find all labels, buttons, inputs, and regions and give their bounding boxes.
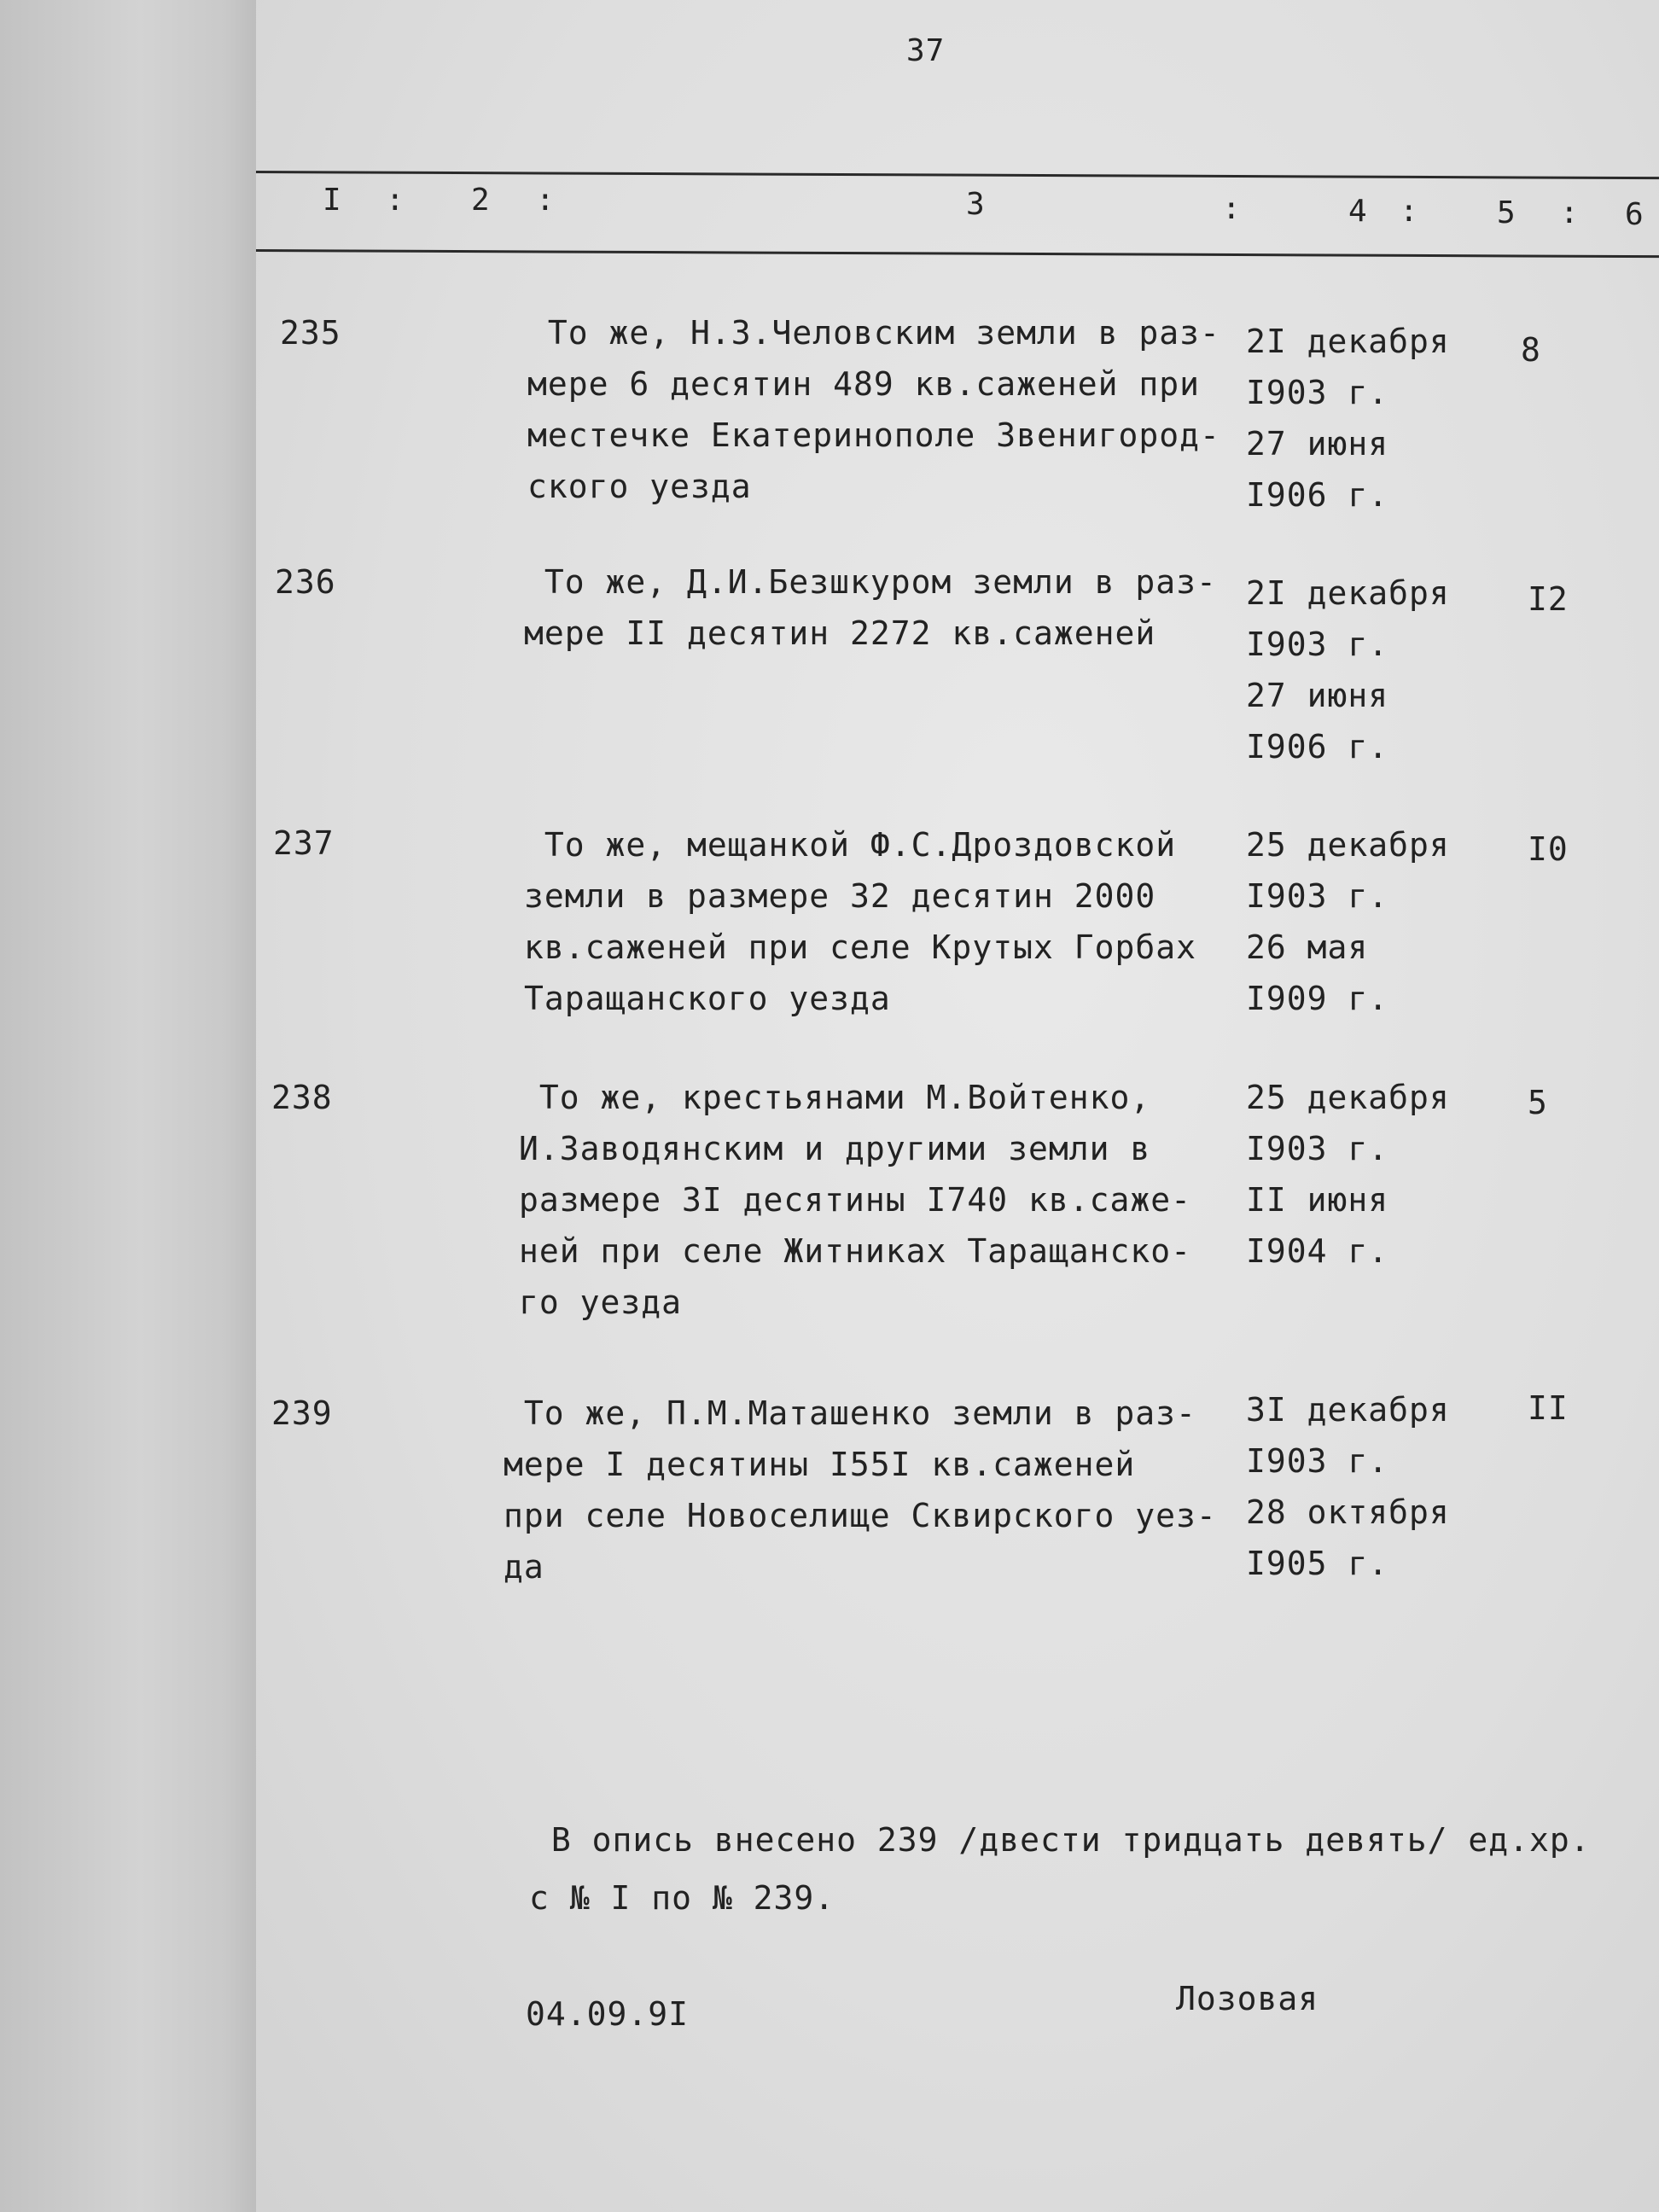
header-col-3: 3 [966, 187, 986, 222]
header-col-1: I [323, 183, 342, 218]
header-col-6: 6 [1625, 197, 1644, 232]
row-number: 237 [273, 824, 335, 862]
row-sheets: I0 [1528, 830, 1569, 868]
signature-name: Лозовая [1176, 1980, 1319, 2017]
row-description: го уезда [519, 1284, 683, 1321]
closing-statement: В опись внесено 239 /двести тридцать девять/ ед.хр. [531, 1821, 1591, 1859]
row-date: 26 мая [1246, 928, 1369, 966]
row-date: I903 г. [1246, 1442, 1389, 1480]
row-description: И.Заводянским и другими земли в [519, 1130, 1151, 1167]
row-date: I906 г. [1246, 728, 1389, 765]
row-description: при селе Новоселище Сквирского уез- [504, 1497, 1217, 1534]
row-description: да [504, 1548, 544, 1586]
header-sep: : [1400, 194, 1419, 229]
row-description: мере I десятины I55I кв.саженей [504, 1446, 1136, 1483]
row-description: То же, Д.И.Безшкуром земли в раз- [524, 563, 1217, 601]
row-date: 27 июня [1246, 425, 1389, 463]
row-date: 28 октября [1246, 1493, 1450, 1531]
header-sep: : [536, 183, 556, 218]
row-description: кв.саженей при селе Крутых Горбах [524, 928, 1196, 966]
row-date: I903 г. [1246, 626, 1389, 663]
row-date: 25 декабря [1246, 1079, 1450, 1116]
row-sheets: 5 [1528, 1084, 1548, 1121]
row-date: 2I декабря [1246, 323, 1450, 360]
row-description: ней при селе Житниках Таращанско- [519, 1232, 1191, 1270]
row-number: 238 [271, 1079, 333, 1116]
row-description: земли в размере 32 десятин 2000 [524, 877, 1156, 915]
row-description: Таращанского уезда [524, 980, 891, 1017]
row-number: 236 [275, 563, 336, 601]
row-date: I905 г. [1246, 1545, 1389, 1582]
row-number: 239 [271, 1394, 333, 1432]
row-date: 3I декабря [1246, 1391, 1450, 1429]
row-description: местечке Екатеринополе Звенигород- [527, 416, 1220, 454]
row-sheets: 8 [1521, 331, 1541, 369]
row-description: То же, Н.З.Человским земли в раз- [527, 314, 1220, 352]
header-col-4: 4 [1348, 194, 1368, 229]
row-sheets: I2 [1528, 580, 1569, 618]
row-description: мере II десятин 2272 кв.саженей [524, 614, 1156, 652]
header-sep: : [1222, 191, 1242, 226]
closing-statement-range: с № I по № 239. [529, 1879, 835, 1917]
row-sheets: II [1528, 1389, 1569, 1427]
row-description: То же, крестьянами М.Войтенко, [519, 1079, 1151, 1116]
row-description: То же, П.М.Маташенко земли в раз- [504, 1394, 1196, 1432]
row-description: То же, мещанкой Ф.С.Дроздовской [524, 826, 1177, 864]
header-sep: : [1560, 195, 1580, 230]
header-col-2: 2 [471, 183, 491, 218]
row-number: 235 [280, 314, 341, 352]
row-date: I903 г. [1246, 374, 1389, 411]
row-date: I903 г. [1246, 877, 1389, 915]
binding-shadow [0, 0, 256, 2212]
row-date: II июня [1246, 1181, 1389, 1219]
header-col-5: 5 [1497, 195, 1516, 230]
document-date: 04.09.9I [526, 1995, 690, 2033]
header-sep: : [386, 183, 405, 218]
row-date: I904 г. [1246, 1232, 1389, 1270]
row-description: размере 3I десятины I740 кв.саже- [519, 1181, 1191, 1219]
row-description: мере 6 десятин 489 кв.саженей при [527, 365, 1200, 403]
row-date: 27 июня [1246, 677, 1389, 714]
row-date: I903 г. [1246, 1130, 1389, 1167]
page-number: 37 [906, 33, 946, 68]
row-date: I909 г. [1246, 980, 1389, 1017]
row-date: 2I декабря [1246, 574, 1450, 612]
row-description: ского уезда [527, 468, 752, 505]
row-date: I906 г. [1246, 476, 1389, 514]
row-date: 25 декабря [1246, 826, 1450, 864]
